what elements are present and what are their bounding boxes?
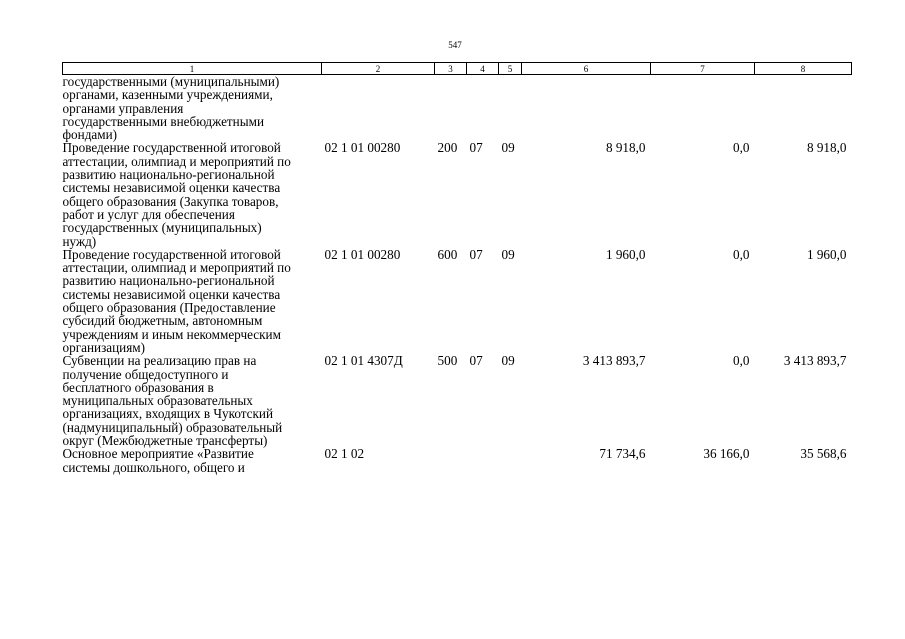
column-number-header (63, 63, 852, 75)
row-name-line: нужд) (62, 233, 97, 249)
section-cell (467, 75, 499, 142)
row-name-line: развитию национально-региональной (62, 167, 275, 183)
amount-total-cell: 71 734,6 (599, 446, 646, 462)
row-name-line: системы дошкольного, общего и (62, 459, 245, 475)
table-row (63, 75, 852, 142)
row-name-line: системы независимой оценки качества (62, 286, 281, 302)
row-name-line: аттестации, олимпиад и мероприятий по (62, 260, 291, 276)
amount-federal-cell: 0,0 (733, 246, 750, 262)
amount-total-cell: 1 960,0 (605, 246, 646, 262)
subsection-cell: 09 (501, 140, 515, 156)
budget-table (62, 62, 852, 474)
header-col-8: 8 (755, 63, 852, 75)
row-name-line: Проведение государственной итоговой (62, 140, 281, 156)
row-name-line: Проведение государственной итоговой (62, 246, 281, 262)
subsection-cell: 09 (501, 246, 515, 262)
row-name-line: государственных (муниципальных) (62, 220, 262, 236)
header-col-4: 4 (467, 63, 499, 75)
table-row (63, 248, 852, 354)
amount-total-cell: 3 413 893,7 (582, 353, 646, 369)
section-cell: 07 (469, 246, 483, 262)
row-name-line: аттестации, олимпиад и мероприятий по (62, 153, 291, 169)
amount-federal-cell: 0,0 (733, 140, 750, 156)
header-col-1: 1 (63, 63, 322, 75)
row-name-line: (надмуниципальный) образовательный (62, 419, 283, 435)
row-name-cell (63, 141, 322, 247)
header-col-5: 5 (499, 63, 522, 75)
amount-regional-cell: 1 960,0 (806, 246, 847, 262)
header-col-3: 3 (435, 63, 467, 75)
expense-type-cell: 200 (437, 140, 458, 156)
row-name-line: округ (Межбюджетные трансферты) (62, 433, 268, 449)
row-name-line: субсидий бюджетным, автономным (62, 313, 263, 329)
amount-federal-cell (651, 75, 755, 142)
amount-regional-cell: 35 568,6 (800, 446, 847, 462)
header-col-7: 7 (651, 63, 755, 75)
section-cell: 07 (469, 353, 483, 369)
row-name-line: Субвенции на реализацию прав на (62, 353, 257, 369)
row-name-line: развитию национально-региональной (62, 273, 275, 289)
page-number: 547 (448, 40, 462, 50)
classification-code-cell: 02 1 01 4307Д (324, 353, 403, 369)
subsection-cell (499, 447, 522, 474)
amount-regional-cell: 3 413 893,7 (783, 353, 847, 369)
row-name-line: работ и услуг для обеспечения (62, 206, 235, 222)
expense-type-cell (435, 75, 467, 142)
row-name-line: фондами) (62, 127, 118, 143)
header-col-2: 2 (322, 63, 435, 75)
row-name-line: бесплатного образования в (62, 379, 214, 395)
amount-federal-cell: 0,0 (733, 353, 750, 369)
row-name-line: органами, казенными учреждениями, (62, 87, 273, 103)
row-name-line: муниципальных образовательных (62, 393, 253, 409)
classification-code-cell (322, 75, 435, 142)
row-name-line: организациям) (62, 339, 146, 355)
amount-total-cell: 8 918,0 (605, 140, 646, 156)
expense-type-cell: 500 (437, 353, 458, 369)
row-name-line: государственными внебюджетными (62, 113, 265, 129)
subsection-cell: 09 (501, 353, 515, 369)
row-name-cell (63, 248, 322, 354)
classification-code-cell: 02 1 02 (324, 446, 365, 462)
classification-code-cell: 02 1 01 00280 (324, 140, 401, 156)
header-col-6: 6 (522, 63, 651, 75)
section-cell: 07 (469, 140, 483, 156)
row-name-line: органами управления (62, 100, 184, 116)
table-row (63, 447, 852, 474)
row-name-line: учреждениям и иным некоммерческим (62, 326, 281, 342)
expense-type-cell: 600 (437, 246, 458, 262)
row-name-line: получение общедоступного и (62, 366, 229, 382)
amount-regional-cell: 8 918,0 (806, 140, 847, 156)
classification-code-cell: 02 1 01 00280 (324, 246, 401, 262)
row-name-line: системы независимой оценки качества (62, 180, 281, 196)
amount-total-cell (522, 75, 651, 142)
row-name-line: государственными (муниципальными) (62, 74, 280, 89)
row-name-line: Основное мероприятие «Развитие (62, 446, 254, 462)
table-row (63, 141, 852, 247)
row-name-cell (63, 75, 322, 142)
row-name-line: организациях, входящих в Чукотский (62, 406, 274, 422)
table-row (63, 354, 852, 447)
section-cell (467, 447, 499, 474)
row-name-line: общего образования (Предоставление (62, 300, 276, 316)
amount-federal-cell: 36 166,0 (703, 446, 750, 462)
row-name-cell (63, 354, 322, 447)
row-name-cell (63, 447, 322, 474)
subsection-cell (499, 75, 522, 142)
table-body (63, 75, 852, 474)
expense-type-cell (435, 447, 467, 474)
row-name-line: общего образования (Закупка товаров, (62, 193, 279, 209)
amount-regional-cell (755, 75, 852, 142)
